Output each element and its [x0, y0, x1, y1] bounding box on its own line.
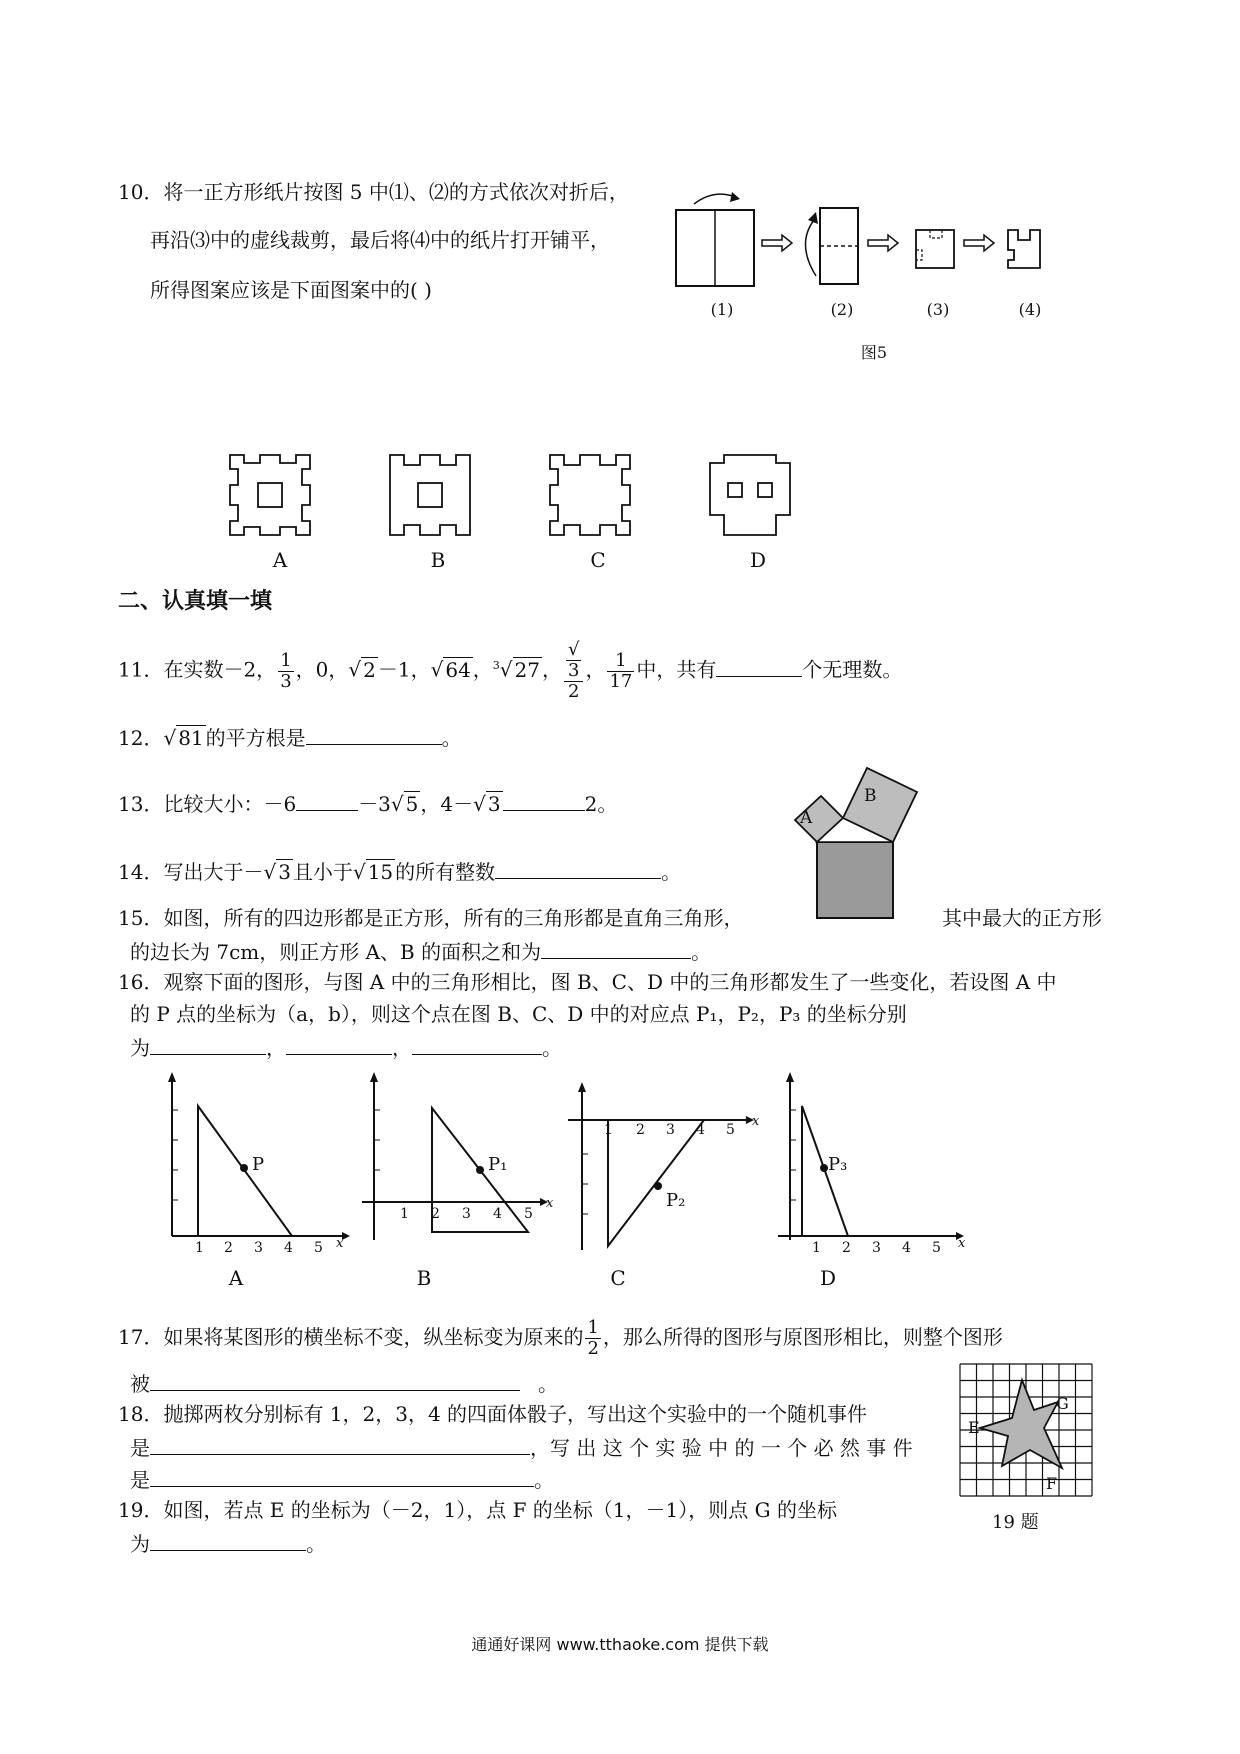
q17-line1-a: 17．如果将某图形的横坐标不变，纵坐标变为原来的 [118, 1325, 584, 1349]
q16-graph-b [360, 1070, 560, 1260]
q19-suffix: 。 [306, 1532, 326, 1556]
q18-line3-prefix: 是 [130, 1468, 150, 1492]
q16-suffix: 。 [542, 1036, 562, 1060]
q11-rad2: 2 [363, 657, 376, 682]
graph-b-tick-4: 4 [493, 1206, 502, 1222]
graph-b-tick-3: 3 [462, 1206, 471, 1222]
q11-answer-blank[interactable] [716, 654, 802, 677]
graph-a-caption: A [228, 1266, 244, 1290]
arrow-1 [762, 235, 792, 251]
graph-d-tick-2: 2 [842, 1240, 851, 1256]
q14-prefix: 14．写出大于－ [118, 860, 264, 884]
option-d-label: D [749, 548, 767, 572]
graph-c-tick-1: 1 [604, 1122, 613, 1138]
graph-d-tick-4: 4 [902, 1240, 911, 1256]
step-label-1: (1) [710, 300, 734, 319]
q14-line: 14．写出大于－√ 3 且小于√ 15 的所有整数 。 [118, 856, 681, 886]
graph-c-tick-2: 2 [636, 1122, 645, 1138]
q14-text: 的所有整数 [395, 860, 496, 884]
graph-d-tick-5: 5 [932, 1240, 941, 1256]
q17-answer-blank[interactable] [150, 1368, 520, 1391]
step2-fold-arrow [805, 220, 816, 276]
graph-c-point-label: P₂ [666, 1190, 686, 1211]
q19-line1: 19．如图，若点 E 的坐标为（－2，1），点 F 的坐标（1，－1），则点 G 的坐标 [118, 1498, 837, 1522]
q11-frac3: $\frac{1}{17}$ [609, 649, 633, 692]
q13-prefix: 13．比较大小：－6 [118, 792, 297, 816]
graph-b-point-label: P₁ [488, 1154, 508, 1175]
q19-line2-prefix: 为 [130, 1532, 150, 1556]
graph-c-point-p2 [654, 1182, 662, 1190]
graph-c-tick-5: 5 [726, 1122, 735, 1138]
q15-squares-figure [775, 750, 925, 920]
q13-rad5: 5 [405, 792, 419, 816]
q19-point-f: F [1046, 1474, 1058, 1493]
section2-title: 二、认真填一填 [118, 589, 273, 614]
graph-b-point-p1 [476, 1166, 484, 1174]
q17-suffix: 。 [538, 1372, 558, 1396]
graph-a-tick-5: 5 [314, 1240, 323, 1256]
q18-line2-mid: ，写 出 这 个 实 验 中 的 一 个 必 然 事 件 [530, 1436, 913, 1460]
q15-line1-right: 其中最大的正方形 [942, 906, 1102, 930]
q19-star [980, 1380, 1062, 1468]
step3-cut-side [916, 250, 922, 260]
q13-blank-2[interactable] [503, 788, 585, 811]
q16-blank-p2[interactable] [286, 1032, 392, 1055]
q15-line1: 15．如图，所有的四边形都是正方形，所有的三角形都是直角三角形， [118, 906, 744, 930]
q14-suffix: 。 [661, 860, 682, 884]
q18-suffix: 。 [534, 1468, 554, 1492]
q18-line1: 18．抛掷两枚分别标有 1，2，3，4 的四面体骰子，写出这个实验中的一个随机事件 [118, 1402, 868, 1426]
graph-d-point-label: P₃ [828, 1154, 848, 1175]
large-square [817, 842, 893, 918]
graph-d-x-label: x [958, 1236, 966, 1251]
q17-line1 [118, 1318, 1003, 1359]
step-label-2: (2) [830, 300, 854, 319]
graph-b-tick-2: 2 [431, 1206, 440, 1222]
q19-point-g: G [1056, 1394, 1069, 1413]
q19-line2 [130, 1528, 326, 1558]
q11-part-d: ， [542, 657, 562, 682]
q17-line2 [130, 1368, 558, 1398]
q19-point-e: E [968, 1418, 980, 1437]
graph-c-x-label: x [752, 1114, 760, 1129]
q14-mid: 且小于 [292, 860, 353, 884]
q16-sep-1: ， [266, 1036, 286, 1060]
q12-prefix: 12． [118, 726, 164, 750]
graph-b-x-label: x [546, 1196, 554, 1211]
q18-line2-prefix: 是 [130, 1436, 150, 1460]
q10-line3: 所得图案应该是下面图案中的( ) [150, 278, 432, 302]
option-b-label: B [430, 548, 446, 572]
step-label-3: (3) [926, 300, 950, 319]
option-c-shape [550, 455, 630, 535]
q11-part-b: －1， [377, 657, 431, 682]
q16-graph-d [776, 1070, 976, 1260]
q11-prefix: 11．在实数－2， [118, 657, 277, 682]
step1-arrowhead [730, 192, 740, 202]
q16-line1: 16．观察下面的图形，与图 A 中的三角形相比，图 B、C、D 中的三角形都发生了一些变化，若设图 A 中 [118, 970, 1057, 994]
q12-suffix: 。 [441, 726, 462, 750]
q13-rad3: 3 [487, 792, 501, 816]
square-a-label: A [800, 808, 813, 828]
option-d-shape [710, 455, 790, 535]
graph-b-tick-1: 1 [400, 1206, 409, 1222]
q16-line3 [130, 1032, 562, 1062]
q18-line2 [130, 1432, 913, 1462]
graph-a-tick-4: 4 [284, 1240, 293, 1256]
q11-part-f: 中，共有 [636, 657, 717, 682]
arrow-2 [868, 235, 898, 251]
graph-b-caption: B [416, 1266, 432, 1290]
graph-d-tick-3: 3 [872, 1240, 881, 1256]
graph-d-point-p3 [820, 1164, 828, 1172]
q12-rad: 81 [178, 726, 204, 750]
q18-random-event-blank[interactable] [150, 1432, 530, 1455]
q17-frac: $\frac{1}{2}$ [587, 1317, 599, 1359]
q15-answer-blank[interactable] [541, 936, 691, 959]
q13-line: 13．比较大小：－6 －3√ 5 ，4－√ 3 2。 [118, 788, 617, 818]
q12-text: 的平方根是 [205, 726, 306, 750]
q12-answer-blank[interactable] [306, 722, 442, 745]
q12-line: 12．√ 81 的平方根是 。 [118, 722, 462, 752]
step3-cut-top [930, 230, 942, 238]
q18-line3 [130, 1464, 554, 1494]
q16-line3-prefix: 为 [130, 1036, 150, 1060]
q16-blank-p3[interactable] [412, 1032, 542, 1055]
step3-square [916, 230, 954, 268]
graph-a-point-p [240, 1164, 248, 1172]
graph-b-tick-5: 5 [524, 1206, 533, 1222]
q11-rad27: 27 [514, 657, 540, 682]
step-label-4: (4) [1018, 300, 1042, 319]
graph-a-point-label: P [252, 1154, 265, 1175]
q16-sep-2: ， [392, 1036, 412, 1060]
option-c-label: C [590, 548, 606, 572]
q16-blank-p1[interactable] [150, 1032, 266, 1055]
q10-line2: 再沿⑶中的虚线裁剪，最后将⑷中的纸片打开铺平， [150, 228, 610, 252]
q11-line: 11．在实数－2， $\frac{1}{3}$ ，0，√ 2 －1，√ 64 ，$^3$√ 27 ， √ 3 2 ， $\frac{1}{17}$ 中，共有 个无理数。 [118, 639, 903, 702]
q10-line1: 10．将一正方形纸片按图 5 中⑴、⑵的方式依次对折后， [118, 180, 629, 204]
q11-suffix: 个无理数。 [802, 657, 903, 682]
q11-frac1: $\frac{1}{3}$ [280, 649, 292, 692]
option-a-label: A [272, 548, 288, 572]
q11-rad64: 64 [445, 657, 471, 682]
graph-c-tick-4: 4 [696, 1122, 705, 1138]
graph-d-tick-1: 1 [812, 1240, 821, 1256]
q17-line1-b: ，那么所得的图形与原图形相比，则整个图形 [602, 1325, 1003, 1349]
q11-frac2: √ 3 2 [564, 640, 583, 702]
q11-part-a: ，0， [295, 657, 349, 682]
q13-suffix: 2。 [584, 792, 618, 816]
q13-blank-1[interactable] [296, 788, 358, 811]
page-footer: 通通好课网 www.tthaoke.com 提供下载 [471, 1635, 769, 1654]
option-a-shape [230, 455, 310, 535]
graph-a-tick-1: 1 [195, 1240, 204, 1256]
q13-mid2: ，4－ [420, 792, 474, 816]
graph-d-caption: D [819, 1266, 837, 1290]
q15-line2-text: 的边长为 7cm，则正方形 A、B 的面积之和为 [130, 940, 542, 964]
q15-line2 [130, 936, 711, 966]
step4-shape [1008, 230, 1040, 268]
square-b-label: B [864, 786, 877, 806]
q19-caption: 19 题 [992, 1512, 1039, 1533]
q15-suffix: 。 [691, 940, 712, 964]
graph-c-tick-3: 3 [666, 1122, 675, 1138]
q17-line2-prefix: 被 [130, 1372, 150, 1396]
graph-a-tick-2: 2 [224, 1240, 233, 1256]
q14-rad3: 3 [278, 860, 291, 884]
step2-rect [820, 208, 858, 284]
q16-line2: 的 P 点的坐标为（a，b），则这个点在图 B、C、D 中的对应点 P₁，P₂，P₃ 的坐标分别 [130, 1002, 907, 1026]
graph-c-caption: C [610, 1266, 626, 1290]
q14-answer-blank[interactable] [495, 856, 661, 879]
q10-options-figure [220, 450, 820, 540]
q18-certain-event-blank[interactable] [150, 1464, 534, 1487]
q14-rad15: 15 [367, 860, 394, 884]
q11-cube-index: 3 [492, 658, 500, 672]
graph-a-x-label: x [336, 1236, 344, 1251]
q11-part-c: ， [472, 657, 493, 682]
figure5-caption: 图5 [860, 343, 888, 362]
q16-graph-c [566, 1080, 766, 1260]
graph-a-tick-3: 3 [254, 1240, 263, 1256]
q13-mid1: －3 [358, 792, 391, 816]
arrow-3 [964, 235, 994, 251]
q19-answer-blank[interactable] [150, 1528, 306, 1551]
option-b-shape [390, 455, 470, 535]
q11-part-e: ， [585, 657, 606, 682]
